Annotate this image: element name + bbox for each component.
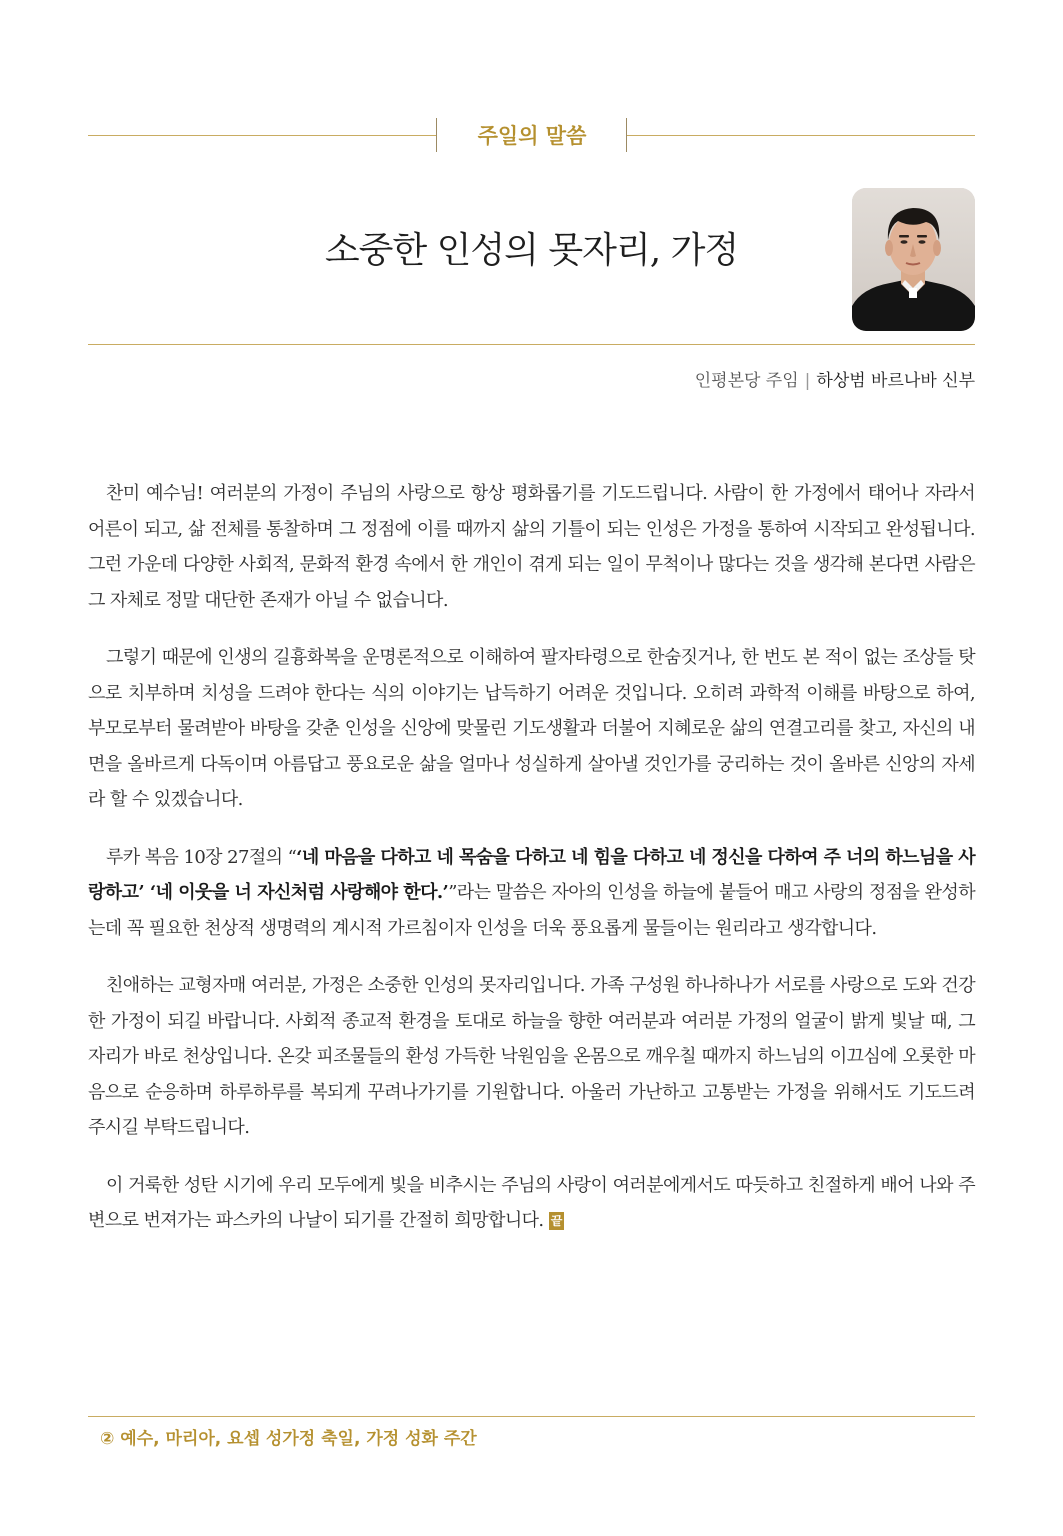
byline-separator: | xyxy=(804,371,811,391)
title-divider xyxy=(88,344,975,345)
paragraph-4: 친애하는 교형자매 여러분, 가정은 소중한 인성의 못자리입니다. 가족 구성원 하나하나가 서로를 사랑으로 도와 건강한 가정이 되길 바랍니다. 사회적 종교적 환경을 토대로 하늘을 향한 여러분과 여러분 가정의 얼굴이 밝게 빛날 때, 그 자리가 바로 천상입니다. 온갖 피조물들의 환성 가득한 낙원임을 온몸으로 깨우칠 때까지 하느님의 이끄심에 오롯한 마음으로 순응하며 하루하루를 복되게 꾸려나가기를 기원합니다. 아울러 가난하고 고통받는 가정을 위해서도 기도드려 주시길 부탁드립니다. xyxy=(88,975,975,1138)
footer-caption: ② 예수, 마리아, 요셉 성가정 축일, 가정 성화 주간 xyxy=(100,1429,477,1449)
paragraph-2: 그렇기 때문에 인생의 길흉화복을 운명론적으로 이해하여 팔자타령으로 한숨짓거나, 한 번도 본 적이 없는 조상들 탓으로 치부하며 치성을 드려야 한다는 식의 이야기는 납득하기 어려운 것입니다. 오히려 과학적 이해를 바탕으로 하여, 부모로부터 물려받아 바탕을 갖춘 인성을 신앙에 맞물린 기도생활과 더불어 지혜로운 삶의 연결고리를 찾고, 자신의 내면을 올바르게 다독이며 아름답고 풍요로운 삶을 얼마나 성실하게 살아낼 것인가를 궁리하는 것이 올바른 신앙의 자세라 할 수 있겠습니다. xyxy=(88,647,975,810)
author-byline xyxy=(695,366,975,391)
paragraph-5-text: 이 거룩한 성탄 시기에 우리 모두에게 빛을 비추시는 주님의 사랑이 여러분에게서도 따듯하고 친절하게 배어 나와 주변으로 번져가는 파스카의 나날이 되기를 간절히 희망합니다. xyxy=(88,1174,975,1231)
article-body xyxy=(88,476,975,1261)
paragraph-3-rest: ”라는 말씀은 자아의 인성을 하늘에 붙들어 매고 사랑의 정점을 완성하는데 꼭 필요한 천상적 생명력의 계시적 가르침이자 인성을 더욱 풍요롭게 물들이는 원리라고 생각합니다. xyxy=(88,882,975,939)
author-photo xyxy=(852,188,975,331)
header-rule-left xyxy=(88,135,436,136)
paragraph-1: 찬미 예수님! 여러분의 가정이 주님의 사랑으로 항상 평화롭기를 기도드립니다. 사람이 한 가정에서 태어나 자라서 어른이 되고, 삶 전체를 통찰하며 그 정점에 이를 때까지 삶의 기틀이 되는 인성은 가정을 통하여 시작되고 완성됩니다. 그런 가운데 다양한 사회적, 문화적 환경 속에서 한 개인이 겪게 되는 일이 무척이나 많다는 것을 생각해 본다면 사람은 그 자체로 정말 대단한 존재가 아닐 수 없습니다. xyxy=(88,483,975,611)
header-rule-right xyxy=(627,135,975,136)
end-mark-icon: 끝 xyxy=(550,1214,562,1228)
section-title: 주일의 말씀 xyxy=(477,124,587,148)
author-role: 인평본당 주임 xyxy=(694,371,799,391)
paragraph-3-intro: 루카 복음 10장 27절의 “ xyxy=(106,846,297,868)
paragraph-5 xyxy=(88,1168,975,1239)
header-tick-left xyxy=(436,118,437,152)
paragraph-3 xyxy=(88,840,975,947)
author-name: 하상범 바르나바 신부 xyxy=(816,371,975,391)
footer-rule xyxy=(88,1416,975,1417)
scripture-quote: ‘네 마음을 다하고 네 목숨을 다하고 네 힘을 다하고 네 정신을 다하여 주 너의 하느님을 사랑하고’ ‘네 이웃을 너 자신처럼 사랑해야 한다.’ xyxy=(88,846,975,903)
article-title: 소중한 인성의 못자리, 가정 xyxy=(324,230,739,271)
